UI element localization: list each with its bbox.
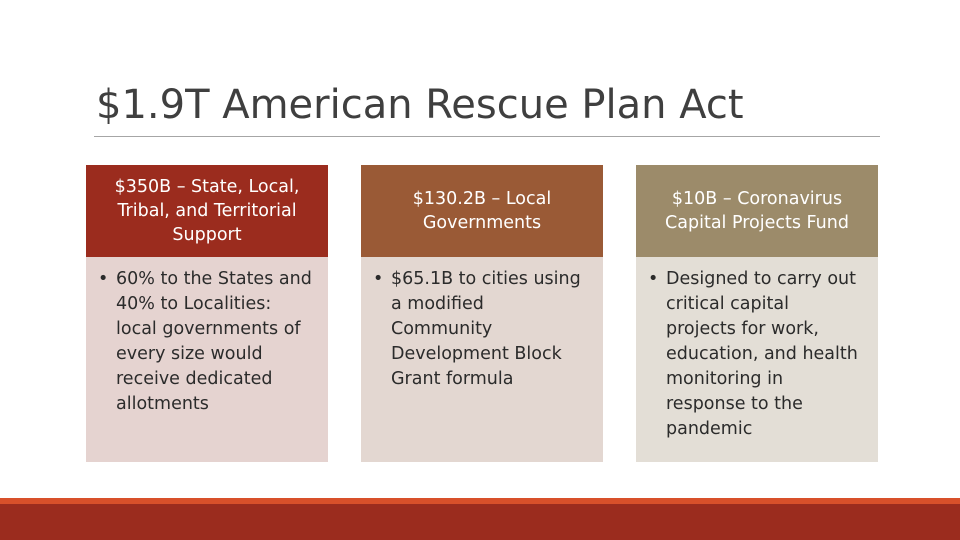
slide-title: $1.9T American Rescue Plan Act [96,82,744,128]
bullet-text: Designed to carry out critical capital projects for work, education, and health monitoring in response to the pandemic [666,269,858,439]
card-header [636,165,878,257]
bullet-icon: • [98,269,109,289]
card-capital-projects-fund [636,165,878,462]
title-divider [94,136,880,137]
card-header-text: $10B – Coronavirus Capital Projects Fund [665,189,849,233]
bullet-text: 60% to the States and 40% to Localities: local governments of every size would receive dedicated allotments [116,269,312,414]
bullet-text: $65.1B to cities using a modified Community Development Block Grant formula [391,269,581,389]
bullet-item [644,267,870,442]
bullet-icon: • [648,269,659,289]
card-body [361,257,603,462]
card-header [361,165,603,257]
card-state-local-support [86,165,328,462]
card-header-text: $130.2B – Local Governments [412,189,552,233]
bullet-item [369,267,595,392]
bullet-icon: • [373,269,384,289]
card-header [86,165,328,257]
card-local-governments [361,165,603,462]
card-body [636,257,878,462]
footer-band [0,504,960,540]
card-header-text: $350B – State, Local, Tribal, and Territorial Support [114,177,300,245]
card-body [86,257,328,462]
bullet-item [94,267,320,417]
